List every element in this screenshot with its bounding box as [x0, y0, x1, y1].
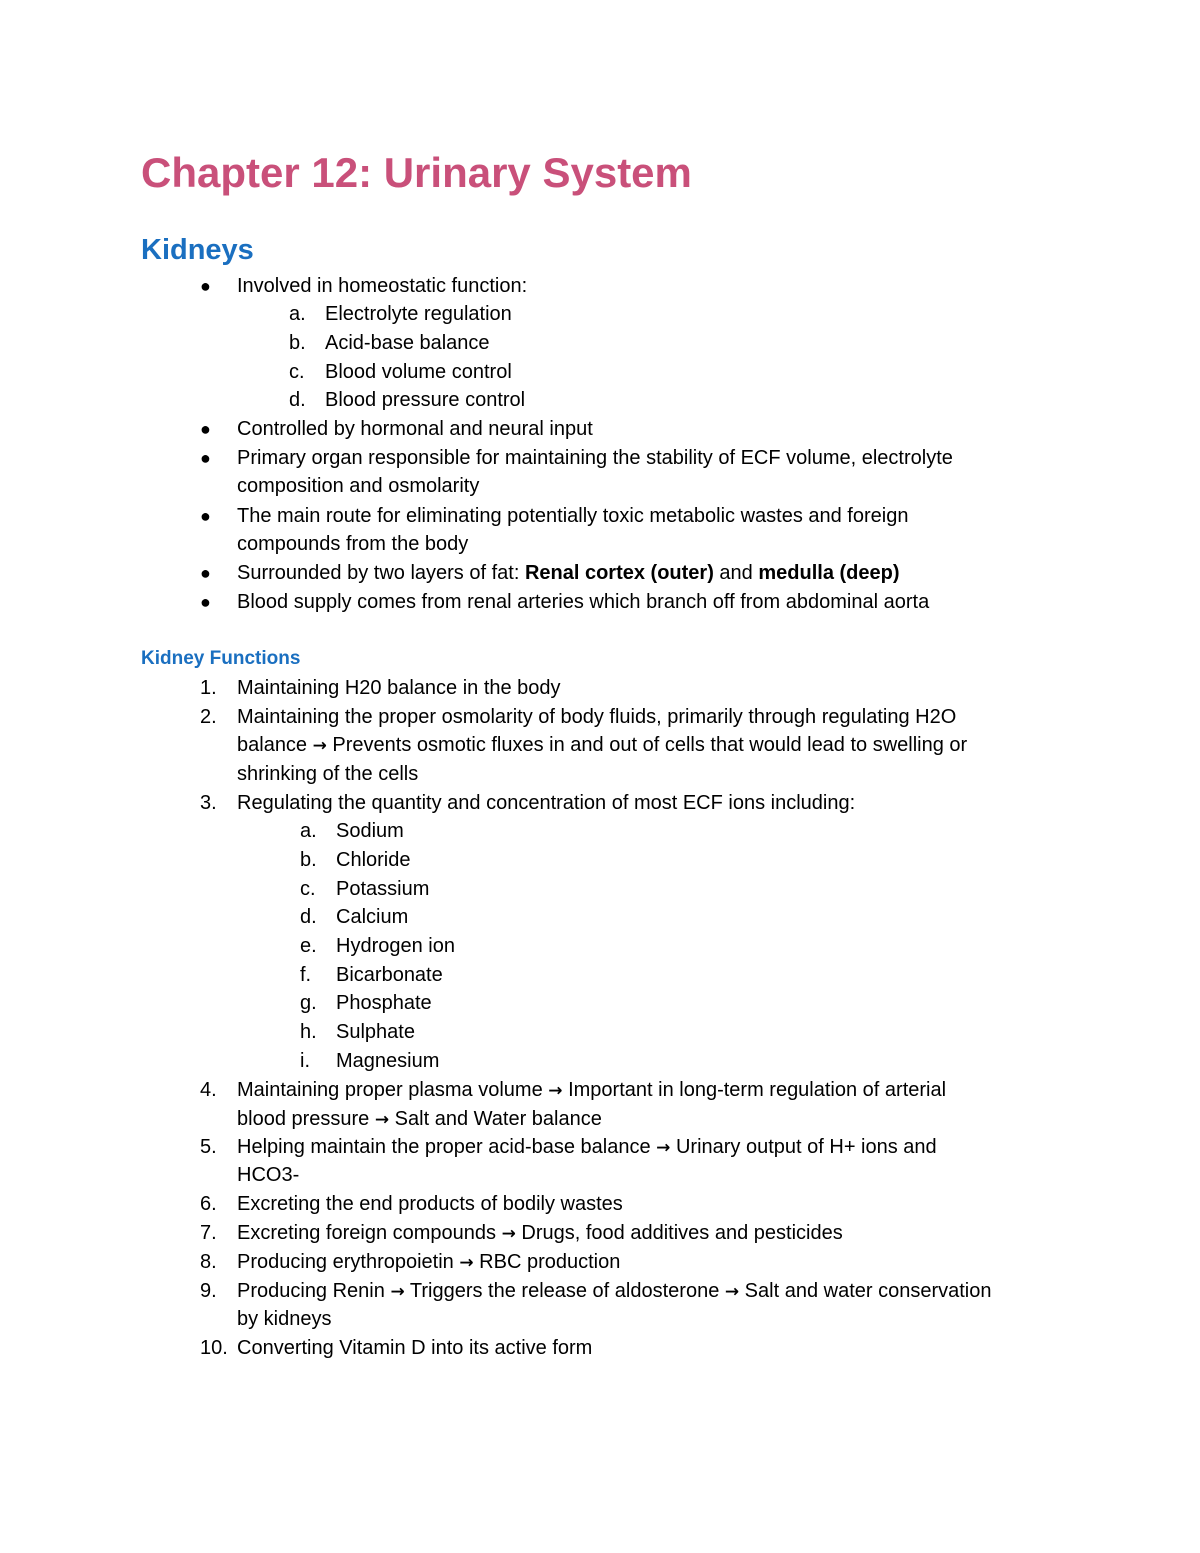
kidneys-bullet-route-l1: The main route for eliminating potentially toxic metabolic wastes and foreign — [237, 505, 909, 527]
sub-marker: b. — [289, 332, 306, 354]
arrow-right-icon: → — [374, 1110, 390, 1130]
text-span: Producing Renin — [237, 1280, 391, 1302]
arrow-right-icon: → — [459, 1253, 474, 1273]
function-item-1: Maintaining H20 balance in the body — [237, 677, 561, 699]
bullet-icon: ● — [200, 563, 211, 583]
ion-item: Bicarbonate — [336, 964, 443, 986]
list-number: 7. — [200, 1222, 217, 1244]
bullet-icon: ● — [200, 448, 211, 468]
text-span: balance — [237, 734, 313, 756]
sub-marker: a. — [289, 303, 306, 325]
and-text: and — [713, 562, 759, 584]
list-number: 3. — [200, 792, 217, 814]
text-span: Salt and water conservation — [739, 1280, 992, 1302]
renal-cortex-term: Renal cortex (outer) — [524, 562, 714, 584]
function-item-4-l2 — [237, 1105, 602, 1134]
function-item-9-l2: by kidneys — [237, 1308, 332, 1330]
text-span: Important in long-term regulation of arterial — [562, 1079, 947, 1101]
ion-item: Hydrogen ion — [336, 935, 455, 957]
ion-marker: f. — [300, 964, 312, 986]
list-number: 10. — [200, 1337, 228, 1359]
ion-marker: h. — [300, 1021, 317, 1043]
arrow-right-icon: → — [390, 1282, 405, 1302]
bullet-icon: ● — [200, 419, 211, 439]
sub-item: Electrolyte regulation — [325, 303, 512, 325]
text-span: Helping maintain the proper acid-base balance — [237, 1136, 657, 1158]
chapter-title: Chapter 12: Urinary System — [141, 149, 692, 196]
function-item-5-l2: HCO3- — [237, 1164, 300, 1186]
medulla-term: medulla (deep) — [758, 562, 900, 584]
arrow-right-icon: → — [656, 1138, 671, 1158]
list-number: 8. — [200, 1251, 217, 1273]
ion-item: Chloride — [336, 849, 411, 871]
text-span: Excreting foreign compounds — [237, 1222, 502, 1244]
function-item-2-l3: shrinking of the cells — [237, 763, 419, 785]
arrow-right-icon: → — [724, 1282, 740, 1302]
kidneys-bullet-control: Controlled by hormonal and neural input — [237, 418, 593, 440]
list-number: 4. — [200, 1079, 217, 1101]
fat-text: Surrounded by two layers of fat: — [237, 562, 525, 584]
function-item-10: Converting Vitamin D into its active form — [237, 1337, 593, 1359]
text-span: Producing erythropoietin — [237, 1251, 460, 1273]
kidneys-bullet-primary-l2: composition and osmolarity — [237, 475, 480, 497]
list-number: 1. — [200, 677, 217, 699]
ion-marker: a. — [300, 820, 317, 842]
ion-item: Potassium — [336, 878, 430, 900]
function-item-6: Excreting the end products of bodily wastes — [237, 1193, 623, 1215]
text-span: Prevents osmotic fluxes in and out of cells that would lead to swelling or — [326, 734, 968, 756]
sub-marker: d. — [289, 389, 306, 411]
text-span: Urinary output of H+ ions and — [670, 1136, 937, 1158]
arrow-right-icon: → — [501, 1224, 516, 1244]
ion-item: Sodium — [336, 820, 404, 842]
kidneys-bullet-fat — [237, 559, 900, 587]
function-item-4-l1 — [237, 1076, 946, 1105]
ion-item: Sulphate — [336, 1021, 415, 1043]
ion-item: Phosphate — [336, 992, 432, 1014]
function-item-7 — [237, 1219, 843, 1248]
sub-item: Blood volume control — [325, 361, 512, 383]
ion-marker: i. — [300, 1050, 310, 1072]
kidneys-bullet-primary-l1: Primary organ responsible for maintaining the stability of ECF volume, electrolyte — [237, 447, 953, 469]
sub-item: Blood pressure control — [325, 389, 526, 411]
function-item-2-l2 — [237, 731, 967, 760]
arrow-right-icon: → — [312, 736, 327, 756]
kidneys-heading: Kidneys — [141, 234, 254, 266]
bullet-icon: ● — [200, 592, 211, 612]
ion-marker: b. — [300, 849, 317, 871]
bullet-icon: ● — [200, 506, 211, 526]
kidneys-bullet-route-l2: compounds from the body — [237, 533, 469, 555]
list-number: 2. — [200, 706, 217, 728]
kidneys-bullet-homeostatic: Involved in homeostatic function: — [237, 275, 528, 297]
ion-marker: e. — [300, 935, 317, 957]
text-span: blood pressure — [237, 1108, 375, 1130]
ion-item: Calcium — [336, 906, 409, 928]
kidneys-bullet-blood-supply: Blood supply comes from renal arteries which branch off from abdominal aorta — [237, 591, 930, 613]
list-number: 5. — [200, 1136, 217, 1158]
ion-item: Magnesium — [336, 1050, 440, 1072]
function-item-9-l1 — [237, 1277, 992, 1306]
sub-item: Acid-base balance — [325, 332, 490, 354]
arrow-right-icon: → — [548, 1081, 563, 1101]
sub-marker: c. — [289, 361, 305, 383]
function-item-2-l1: Maintaining the proper osmolarity of body fluids, primarily through regulating H2O — [237, 706, 957, 728]
function-item-8 — [237, 1248, 620, 1277]
text-span: Triggers the release of aldosterone — [404, 1280, 725, 1302]
kidney-functions-heading: Kidney Functions — [141, 648, 301, 669]
bullet-icon: ● — [200, 276, 211, 296]
function-item-5-l1 — [237, 1133, 937, 1162]
ion-marker: g. — [300, 992, 317, 1014]
text-span: RBC production — [473, 1251, 621, 1273]
text-span: Salt and Water balance — [389, 1108, 602, 1130]
list-number: 9. — [200, 1280, 217, 1302]
ion-marker: d. — [300, 906, 317, 928]
list-number: 6. — [200, 1193, 217, 1215]
ion-marker: c. — [300, 878, 316, 900]
text-span: Maintaining proper plasma volume — [237, 1079, 549, 1101]
function-item-3: Regulating the quantity and concentration of most ECF ions including: — [237, 792, 856, 814]
text-span: Drugs, food additives and pesticides — [515, 1222, 843, 1244]
